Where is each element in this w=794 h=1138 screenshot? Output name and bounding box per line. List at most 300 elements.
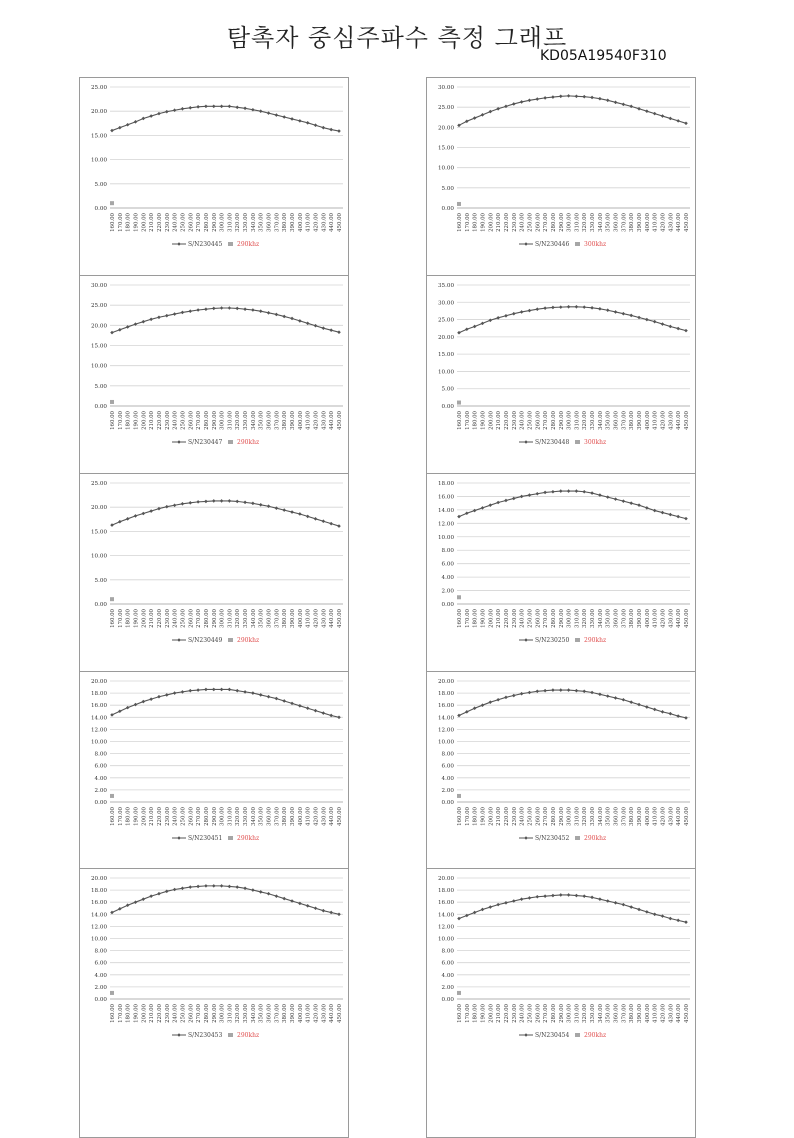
data-point (535, 689, 539, 693)
y-tick-label: 10.00 (90, 363, 107, 370)
data-point (314, 123, 318, 127)
data-point (512, 312, 516, 316)
data-point (645, 910, 649, 914)
x-tick-label: 400.00 (297, 609, 304, 628)
data-point (275, 894, 279, 898)
data-point (306, 121, 310, 125)
data-point (126, 706, 130, 710)
data-point (481, 506, 485, 510)
y-tick-label: 6.00 (94, 763, 107, 770)
x-tick-label: 300.00 (566, 213, 573, 232)
x-tick-label: 390.00 (290, 411, 297, 430)
x-tick-label: 400.00 (644, 807, 651, 826)
x-tick-label: 440.00 (329, 807, 336, 826)
x-tick-label: 380.00 (282, 213, 289, 232)
x-tick-label: 220.00 (503, 213, 510, 232)
data-point (653, 509, 657, 513)
x-tick-label: 360.00 (266, 807, 273, 826)
x-tick-label: 260.00 (535, 807, 542, 826)
x-tick-label: 450.00 (684, 411, 690, 430)
y-tick-label: 0.00 (94, 602, 107, 608)
x-tick-label: 440.00 (676, 213, 683, 232)
legend-label-series: S/N230449 (188, 637, 223, 644)
reference-point (457, 991, 461, 995)
data-point (473, 509, 477, 513)
data-point (228, 688, 232, 692)
x-tick-label: 290.00 (558, 609, 565, 628)
x-tick-label: 260.00 (188, 807, 195, 826)
reference-point (110, 794, 114, 798)
x-tick-label: 260.00 (535, 213, 542, 232)
data-point (188, 885, 192, 889)
data-point (259, 693, 263, 697)
data-point (590, 691, 594, 695)
y-tick-label: 14.00 (90, 912, 107, 919)
legend-swatch-reference (228, 1033, 233, 1037)
data-point (259, 890, 263, 894)
x-tick-label: 200.00 (141, 807, 148, 826)
x-tick-label: 280.00 (550, 1004, 557, 1023)
data-point (481, 703, 485, 707)
data-point (653, 708, 657, 712)
data-point (235, 106, 239, 110)
legend (519, 241, 606, 248)
x-tick-label: 180.00 (125, 807, 132, 826)
x-tick-label: 230.00 (511, 609, 518, 628)
x-tick-label: 270.00 (543, 213, 550, 232)
x-tick-label: 300.00 (566, 807, 573, 826)
data-point (614, 310, 618, 314)
page-title: 탐촉자 중심주파수 측정 그래프 (226, 24, 568, 52)
x-tick-label: 210.00 (496, 1004, 503, 1023)
y-tick-label: 6.00 (441, 763, 454, 770)
data-point (567, 305, 571, 309)
data-point (567, 489, 571, 493)
x-tick-label: 250.00 (527, 411, 534, 430)
data-point (228, 306, 232, 310)
y-tick-label: 4.00 (441, 972, 454, 979)
data-point (329, 522, 333, 526)
data-point (629, 314, 633, 318)
reference-point (110, 991, 114, 995)
data-point (457, 917, 461, 921)
legend-swatch-marker (524, 242, 528, 246)
x-tick-label: 230.00 (164, 807, 171, 826)
x-tick-label: 320.00 (582, 213, 589, 232)
x-tick-label: 210.00 (496, 609, 503, 628)
data-point (551, 95, 555, 99)
y-tick-label: 20.00 (437, 125, 454, 132)
x-tick-label: 360.00 (613, 609, 620, 628)
x-tick-label: 410.00 (652, 213, 659, 232)
x-tick-label: 180.00 (472, 807, 479, 826)
legend-label-reference: 290khz (584, 637, 607, 644)
data-point (212, 499, 216, 503)
data-point (204, 884, 208, 888)
x-tick-label: 430.00 (668, 213, 675, 232)
y-tick-label: 0.00 (441, 800, 454, 806)
legend-swatch-marker (524, 440, 528, 444)
data-point (275, 113, 279, 117)
data-point (267, 892, 271, 896)
data-point (504, 105, 508, 109)
data-point (575, 305, 579, 309)
data-point (220, 105, 224, 109)
x-tick-label: 190.00 (133, 609, 140, 628)
y-tick-label: 0.00 (94, 404, 107, 410)
data-point (473, 706, 477, 710)
x-tick-label: 360.00 (266, 213, 273, 232)
x-tick-label: 430.00 (321, 609, 328, 628)
data-point (684, 329, 688, 333)
data-point (520, 897, 524, 901)
y-tick-label: 20.00 (437, 876, 454, 882)
x-tick-label: 180.00 (125, 213, 132, 232)
data-point (157, 315, 161, 319)
x-tick-label: 170.00 (117, 609, 124, 628)
data-point (661, 914, 665, 918)
reference-point (457, 595, 461, 599)
legend-label-series: S/N230445 (188, 241, 223, 248)
data-point (614, 901, 618, 905)
data-point (669, 513, 673, 517)
x-tick-label: 160.00 (457, 411, 463, 430)
data-point (149, 317, 153, 321)
x-tick-label: 440.00 (329, 213, 336, 232)
x-tick-label: 230.00 (511, 1004, 518, 1023)
data-point (465, 710, 469, 714)
x-tick-label: 330.00 (590, 1004, 597, 1023)
y-tick-label: 18.00 (90, 691, 107, 698)
legend-swatch-reference (228, 242, 233, 246)
data-point (251, 308, 255, 312)
x-tick-label: 320.00 (235, 411, 242, 430)
data-point (126, 517, 130, 521)
data-point (582, 305, 586, 309)
data-point (598, 897, 602, 901)
data-point (590, 896, 594, 900)
legend (519, 835, 606, 842)
x-tick-label: 440.00 (329, 411, 336, 430)
data-point (188, 501, 192, 505)
data-point (322, 519, 326, 523)
x-tick-label: 380.00 (629, 807, 636, 826)
data-point (614, 696, 618, 700)
x-tick-label: 300.00 (219, 609, 226, 628)
y-tick-label: 6.00 (94, 960, 107, 967)
y-tick-label: 14.00 (437, 912, 454, 919)
data-point (567, 893, 571, 897)
x-tick-label: 260.00 (188, 609, 195, 628)
x-tick-label: 400.00 (297, 213, 304, 232)
y-tick-label: 15.00 (90, 343, 107, 350)
x-tick-label: 410.00 (652, 609, 659, 628)
x-tick-label: 330.00 (590, 609, 597, 628)
data-point (251, 502, 255, 506)
x-tick-label: 250.00 (180, 807, 187, 826)
x-tick-label: 240.00 (519, 411, 526, 430)
y-tick-label: 12.00 (437, 727, 454, 734)
data-point (457, 515, 461, 519)
data-point (676, 119, 680, 123)
y-tick-label: 8.00 (441, 548, 454, 555)
y-tick-label: 35.00 (437, 283, 454, 289)
data-point (228, 499, 232, 503)
x-tick-label: 280.00 (550, 411, 557, 430)
data-point (637, 908, 641, 912)
data-point (149, 894, 153, 898)
x-tick-label: 340.00 (250, 609, 257, 628)
data-point (322, 711, 326, 715)
legend-label-reference: 300khz (584, 241, 607, 248)
x-tick-label: 300.00 (219, 1004, 226, 1023)
legend-label-reference: 290khz (237, 1032, 260, 1039)
y-tick-label: 2.00 (441, 588, 454, 595)
x-tick-label: 420.00 (660, 1004, 667, 1023)
x-tick-label: 290.00 (211, 1004, 218, 1023)
reference-point (457, 202, 461, 206)
data-point (220, 688, 224, 692)
data-point (551, 688, 555, 692)
x-tick-label: 160.00 (110, 609, 116, 628)
x-tick-label: 330.00 (243, 1004, 250, 1023)
x-tick-label: 410.00 (305, 807, 312, 826)
data-point (314, 709, 318, 713)
x-tick-label: 320.00 (582, 411, 589, 430)
data-point (598, 97, 602, 101)
x-tick-label: 180.00 (472, 213, 479, 232)
x-tick-label: 240.00 (172, 807, 179, 826)
data-point (590, 306, 594, 310)
data-point (173, 888, 177, 892)
data-point (118, 520, 122, 524)
x-tick-label: 360.00 (266, 411, 273, 430)
data-point (329, 911, 333, 915)
x-tick-label: 290.00 (558, 807, 565, 826)
y-tick-label: 25.00 (90, 85, 107, 91)
x-tick-label: 450.00 (684, 213, 690, 232)
data-point (290, 702, 294, 706)
x-tick-label: 280.00 (203, 1004, 210, 1023)
chart-svg (427, 869, 697, 1137)
data-point (669, 917, 673, 921)
x-tick-label: 370.00 (274, 1004, 281, 1023)
x-tick-label: 290.00 (558, 411, 565, 430)
x-tick-label: 250.00 (180, 609, 187, 628)
data-point (590, 96, 594, 100)
x-tick-label: 190.00 (480, 807, 487, 826)
y-tick-label: 0.00 (441, 206, 454, 212)
data-point (157, 695, 161, 699)
y-tick-label: 30.00 (437, 85, 454, 91)
x-tick-label: 240.00 (519, 609, 526, 628)
x-tick-label: 410.00 (305, 411, 312, 430)
data-point (196, 105, 200, 109)
y-tick-label: 16.00 (437, 494, 454, 501)
data-point (465, 327, 469, 331)
x-tick-label: 310.00 (227, 213, 234, 232)
x-tick-label: 380.00 (629, 213, 636, 232)
x-tick-label: 450.00 (684, 807, 690, 826)
data-point (512, 694, 516, 698)
data-point (504, 314, 508, 318)
x-tick-label: 440.00 (676, 807, 683, 826)
legend-label-series: S/N230447 (188, 439, 223, 446)
data-point (220, 499, 224, 503)
x-tick-label: 380.00 (629, 609, 636, 628)
data-point (535, 97, 539, 101)
x-tick-label: 400.00 (297, 807, 304, 826)
x-tick-label: 160.00 (457, 1004, 463, 1023)
x-tick-label: 440.00 (329, 609, 336, 628)
data-point (235, 500, 239, 504)
x-tick-label: 410.00 (305, 213, 312, 232)
data-point (282, 115, 286, 119)
x-tick-label: 380.00 (629, 1004, 636, 1023)
x-tick-label: 430.00 (668, 609, 675, 628)
x-tick-label: 270.00 (196, 609, 203, 628)
x-tick-label: 190.00 (480, 411, 487, 430)
x-tick-label: 420.00 (660, 213, 667, 232)
data-point (181, 311, 185, 315)
x-tick-label: 240.00 (172, 411, 179, 430)
data-point (567, 688, 571, 692)
data-point (535, 895, 539, 899)
x-tick-label: 430.00 (321, 807, 328, 826)
y-tick-label: 0.00 (441, 404, 454, 410)
x-tick-label: 380.00 (282, 807, 289, 826)
y-tick-label: 12.00 (437, 521, 454, 528)
x-tick-label: 270.00 (543, 807, 550, 826)
y-tick-label: 20.00 (90, 323, 107, 330)
x-tick-label: 170.00 (464, 213, 471, 232)
y-tick-label: 20.00 (90, 679, 107, 685)
x-tick-label: 270.00 (196, 411, 203, 430)
legend-swatch-reference (575, 242, 580, 246)
data-point (653, 913, 657, 917)
x-tick-label: 170.00 (117, 411, 124, 430)
x-tick-label: 210.00 (496, 807, 503, 826)
data-point (528, 99, 532, 103)
data-point (676, 919, 680, 923)
x-tick-label: 200.00 (141, 411, 148, 430)
x-tick-label: 410.00 (652, 807, 659, 826)
data-point (653, 320, 657, 324)
legend-label-series: S/N230250 (535, 637, 570, 644)
y-tick-label: 5.00 (94, 383, 107, 390)
data-point (126, 903, 130, 907)
x-tick-label: 350.00 (258, 807, 265, 826)
x-tick-label: 270.00 (196, 1004, 203, 1023)
x-tick-label: 360.00 (266, 1004, 273, 1023)
data-point (481, 113, 485, 117)
y-tick-label: 10.00 (437, 165, 454, 172)
x-tick-label: 450.00 (337, 1004, 343, 1023)
x-tick-label: 380.00 (282, 609, 289, 628)
x-tick-label: 230.00 (164, 213, 171, 232)
x-tick-label: 300.00 (219, 807, 226, 826)
data-point (282, 699, 286, 703)
data-point (504, 499, 508, 503)
y-tick-label: 16.00 (437, 703, 454, 710)
data-point (173, 691, 177, 695)
y-tick-label: 15.00 (437, 352, 454, 359)
reference-point (110, 597, 114, 601)
data-point (559, 489, 563, 493)
legend-label-series: S/N230454 (535, 1032, 570, 1039)
data-point (126, 123, 130, 127)
x-tick-label: 350.00 (258, 609, 265, 628)
data-point (181, 502, 185, 506)
legend-label-series: S/N230452 (535, 835, 570, 842)
data-point (473, 911, 477, 915)
x-tick-label: 170.00 (464, 807, 471, 826)
data-point (212, 105, 216, 109)
x-tick-label: 430.00 (321, 411, 328, 430)
x-tick-label: 420.00 (313, 807, 320, 826)
y-tick-label: 0.00 (94, 206, 107, 212)
data-point (142, 117, 146, 121)
y-tick-label: 0.00 (441, 602, 454, 608)
legend-swatch-reference (575, 440, 580, 444)
data-point (110, 129, 114, 133)
data-point (606, 308, 610, 312)
x-tick-label: 420.00 (660, 609, 667, 628)
x-tick-label: 370.00 (621, 1004, 628, 1023)
x-tick-label: 310.00 (227, 807, 234, 826)
data-point (118, 907, 122, 911)
x-tick-label: 280.00 (550, 609, 557, 628)
chart-panel-9 (79, 868, 349, 1138)
x-tick-label: 310.00 (227, 609, 234, 628)
data-point (520, 310, 524, 314)
x-tick-label: 310.00 (574, 609, 581, 628)
data-point (559, 688, 563, 692)
data-point (543, 491, 547, 495)
x-tick-label: 250.00 (180, 213, 187, 232)
x-tick-label: 320.00 (582, 609, 589, 628)
x-tick-label: 310.00 (574, 1004, 581, 1023)
x-tick-label: 180.00 (125, 609, 132, 628)
data-point (684, 920, 688, 924)
data-point (118, 328, 122, 332)
x-tick-label: 260.00 (535, 1004, 542, 1023)
data-point (157, 112, 161, 116)
data-point (196, 308, 200, 312)
y-tick-label: 4.00 (94, 972, 107, 979)
x-tick-label: 350.00 (605, 1004, 612, 1023)
x-tick-label: 160.00 (110, 411, 116, 430)
x-tick-label: 280.00 (550, 213, 557, 232)
series-line (112, 689, 339, 717)
data-point (543, 306, 547, 310)
data-point (282, 315, 286, 319)
data-point (645, 506, 649, 510)
x-tick-label: 160.00 (110, 807, 116, 826)
x-tick-label: 420.00 (313, 213, 320, 232)
x-tick-label: 430.00 (668, 1004, 675, 1023)
data-point (551, 490, 555, 494)
x-tick-label: 190.00 (133, 213, 140, 232)
y-tick-label: 5.00 (441, 185, 454, 192)
data-point (645, 109, 649, 113)
x-tick-label: 370.00 (274, 807, 281, 826)
data-point (110, 331, 114, 335)
data-point (661, 114, 665, 118)
x-tick-label: 260.00 (188, 411, 195, 430)
data-point (142, 897, 146, 901)
y-tick-label: 4.00 (441, 575, 454, 582)
